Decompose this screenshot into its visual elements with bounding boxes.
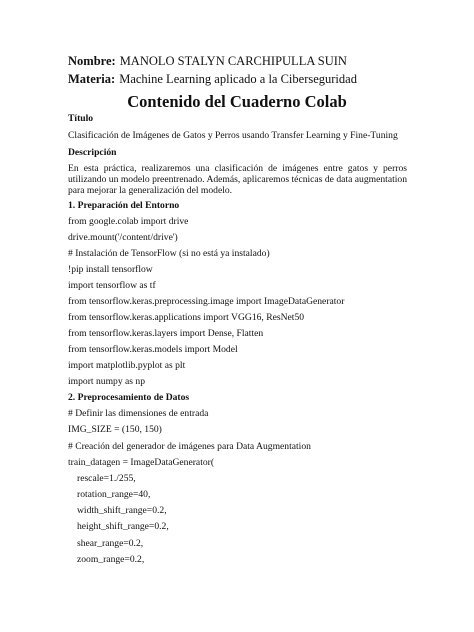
code-line: drive.mount('/content/drive') <box>68 232 178 243</box>
code-line: # Definir las dimensiones de entrada <box>68 408 209 419</box>
code-line: height_shift_range=0.2, <box>77 521 169 532</box>
code-line: import matplotlib.pyplot as plt <box>68 360 186 371</box>
titulo-text: Clasificación de Imágenes de Gatos y Perros usando Transfer Learning y Fine-Tuning <box>68 130 398 141</box>
descripcion-heading: Descripción <box>68 147 117 158</box>
code-line: from google.colab import drive <box>68 216 189 227</box>
code-line: width_shift_range=0.2, <box>77 505 167 516</box>
prep-datos-heading: 2. Preprocesamiento de Datos <box>68 392 190 403</box>
code-line: train_datagen = ImageDataGenerator( <box>68 457 215 468</box>
materia-value: Machine Learning aplicado a la Ciberseguridad <box>119 72 357 86</box>
code-line: shear_range=0.2, <box>77 538 144 549</box>
code-line: from tensorflow.keras.models import Model <box>68 344 238 355</box>
nombre-line <box>68 54 347 69</box>
page-title: Contenido del Cuaderno Colab <box>127 92 347 111</box>
code-line: IMG_SIZE = (150, 150) <box>68 424 162 435</box>
code-line: from tensorflow.keras.preprocessing.image import ImageDataGenerator <box>68 296 345 307</box>
code-line: # Creación del generador de imágenes para Data Augmentation <box>68 441 311 452</box>
materia-label: Materia: <box>68 72 116 86</box>
materia-line <box>68 72 357 87</box>
code-line: import tensorflow as tf <box>68 280 156 291</box>
descripcion-text: En esta práctica, realizaremos una clasificación de imágenes entre gatos y perros utilizando un modelo preentrenado. Además, aplicaremos técnicas de data augmentation para mejorar la generalización del modelo. <box>68 163 407 196</box>
code-line: rescale=1./255, <box>77 473 136 484</box>
code-line: import numpy as np <box>68 376 146 387</box>
code-line: rotation_range=40, <box>77 489 151 500</box>
code-line: zoom_range=0.2, <box>77 554 145 565</box>
nombre-value: MANOLO STALYN CARCHIPULLA SUIN <box>119 54 347 68</box>
prep-entorno-heading: 1. Preparación del Entorno <box>68 200 180 211</box>
nombre-label: Nombre: <box>68 54 116 68</box>
code-line: !pip install tensorflow <box>68 264 153 275</box>
code-line: # Instalación de TensorFlow (si no está ya instalado) <box>68 248 270 259</box>
code-line: from tensorflow.keras.layers import Dense, Flatten <box>68 328 264 339</box>
code-line: from tensorflow.keras.applications import VGG16, ResNet50 <box>68 312 305 323</box>
titulo-heading: Título <box>68 113 94 124</box>
